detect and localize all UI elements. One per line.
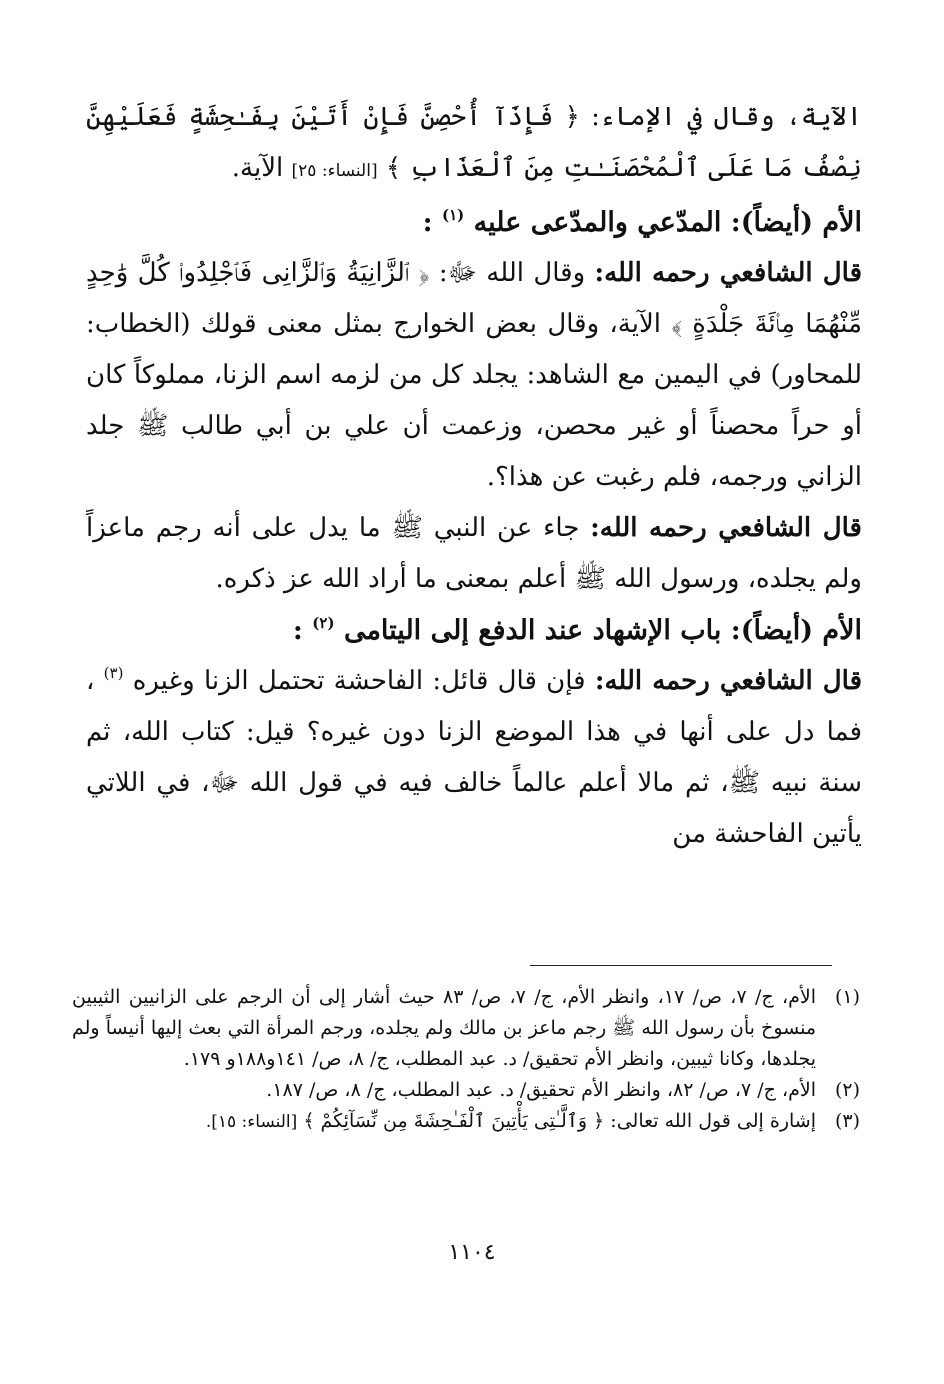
- section-heading-1: [86, 197, 862, 248]
- footnote-marker: (١): [441, 206, 465, 224]
- footnote-number: (٢): [834, 1079, 860, 1101]
- page-number: ١١٠٤: [448, 1240, 496, 1265]
- quran-verse: ﴿ فَإِذَآ أُحْصِنَّ فَإِنْ أَتَيْنَ بِفَـٰحِشَةٍ فَعَلَيْهِنَّ نِصْفُ مَا عَلَى ٱلْمُحْصَنَـٰتِ مِنَ ٱلْعَذَابِ ﴾: [86, 102, 862, 183]
- heading-text: الأم (أيضاً): باب الإشهاد عند الدفع إلى اليتامى: [343, 615, 862, 646]
- footnote-2: [72, 1075, 860, 1106]
- verse-reference: [النساء: ١٥].: [205, 1112, 298, 1132]
- paragraph-text: الآية، وقال بعض الخوارج بمثل معنى قولك (الخطاب: للمحاور) في اليمين مع الشاهد: يجلد كل من لزمه اسم الزنا، مملوكاً كان أو حراً محصناً أو غير محصن، وزعمت أن علي بن أبي طالب ﷺ جلد الزاني ورجمه، فلم رغبت عن هذا؟.: [86, 309, 862, 492]
- paragraph-2: [86, 248, 862, 503]
- footnote-1: [72, 982, 860, 1075]
- verse-reference: [النساء: ٢٥]: [291, 161, 378, 181]
- speaker-label: قال الشافعي رحمه الله:: [594, 666, 863, 696]
- main-text: [86, 92, 862, 860]
- heading-text: الأم (أيضاً): المدّعي والمدّعى عليه: [473, 207, 862, 238]
- quran-verse: ﴿ وَٱلَّـٰتِى يَأْتِينَ ٱلْفَـٰحِشَةَ مِن نِّسَآئِكُمْ ﴾: [303, 1110, 605, 1132]
- footnote-marker: (٢): [312, 614, 335, 632]
- footnote-text: إشارة إلى قول الله تعالى:: [610, 1110, 816, 1132]
- heading-colon: :: [422, 207, 433, 238]
- speaker-label: قال الشافعي رحمه الله:: [590, 513, 862, 543]
- paragraph-3: [86, 503, 862, 605]
- paragraph-4: [86, 656, 862, 860]
- footnote-content: [72, 1106, 816, 1138]
- paragraph-text: جاء عن النبي ﷺ ما يدل على أنه رجم ماعزاً ولم يجلده، ورسول الله ﷺ أعلم بمعنى ما أراد الله عز ذكره.: [86, 513, 862, 594]
- footnote-text: الأم، ج/ ٧، ص/ ١٧، وانظر الأم، ج/ ٧، ص/ ٨٣ حيث أشار إلى أن الرجم على الزانيين الثيبين منسوخ بأن رسول الله ﷺ رجم ماعز بن مالك ولم يجلده، ورجم المرأة التي بعث إليها أنيساً ولم يجلدها، وكانا ثيبين، وانظر الأم تحقيق/ د. عبد المطلب، ج/ ٨، ص/ ١٤١و١٨٨و ١٧٩.: [72, 986, 817, 1070]
- footnote-number: (٣): [834, 1110, 860, 1132]
- paragraph-text: فإن قال قائل: الفاحشة تحتمل الزنا وغيره: [132, 666, 586, 696]
- quran-verse: ﴿ ٱلزَّانِيَةُ وَٱلزَّانِى فَٱجْلِدُوا۟ كُلَّ وَٰحِدٍ مِّنْهُمَا مِا۟ئَةَ جَلْدَةٍ ﴾: [86, 258, 862, 339]
- paragraph-text: الآية.: [231, 153, 284, 183]
- paragraph-1: [86, 92, 862, 197]
- footnote-3: [72, 1106, 860, 1138]
- section-heading-2: [86, 605, 862, 656]
- heading-colon: :: [292, 615, 303, 646]
- footnotes: [72, 982, 860, 1138]
- speaker-label: قال الشافعي رحمه الله:: [594, 258, 863, 288]
- footnote-separator: [530, 965, 832, 966]
- paragraph-text: الآية، وقال في الإماء:: [591, 102, 862, 132]
- footnote-number: (١): [834, 986, 860, 1008]
- footnote-marker: (٣): [103, 664, 124, 682]
- footnote-text: الأم، ج/ ٧، ص/ ٨٢، وانظر الأم تحقيق/ د. عبد المطلب، ج/ ٨، ص/ ١٨٧.: [266, 1079, 816, 1101]
- paragraph-text: ، فما دل على أنها في هذا الموضع الزنا دون غيره؟ قيل: كتاب الله، ثم سنة نبيه ﷺ، ثم مالا أعلم عالماً خالف فيه في قول الله ﷻ، في اللاتي يأتين الفاحشة من: [86, 666, 862, 849]
- paragraph-text: وقال الله ﷻ:: [438, 258, 586, 288]
